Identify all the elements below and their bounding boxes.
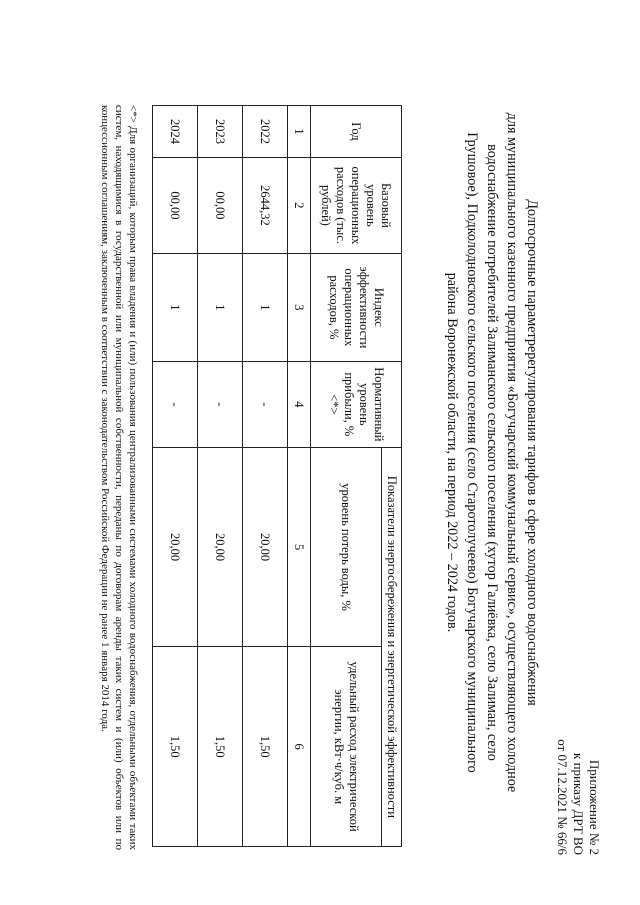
title-line: Долгосрочные параметререгулирования тарифов в сфере холодного водоснабжения <box>524 199 540 706</box>
cell-base-level: 2644,32 <box>243 157 288 253</box>
header-specific-consumption: удельный расход электрической энергии, кВт·ч/куб. м <box>311 647 382 847</box>
table-row <box>198 106 243 847</box>
cell-year: 2024 <box>153 106 198 158</box>
header-energy-group: Показатели энергосбережения и энергетической эффективности <box>382 447 402 846</box>
header-base-level: Базовый уровень операционных расходов (тыс. рублей) <box>311 157 402 253</box>
title-line: для муниципального казенного предприятия «Богучарский коммунальный сервис», осуществляющего холодное <box>504 112 520 793</box>
title-line: района Воронежской области, на период 2022 – 2024 годов. <box>444 272 460 633</box>
cell-water-loss: 20,00 <box>198 447 243 647</box>
header-water-loss: уровень потерь воды, % <box>311 447 382 647</box>
cell-specific-consumption: 1,50 <box>243 647 288 847</box>
cell-norm-profit: - <box>153 361 198 447</box>
cell-water-loss: 20,00 <box>153 447 198 647</box>
tariff-parameters-table <box>152 105 402 847</box>
cell-specific-consumption: 1,50 <box>153 647 198 847</box>
column-number: 3 <box>288 253 311 361</box>
column-number: 5 <box>288 447 311 647</box>
cell-water-loss: 20,00 <box>243 447 288 647</box>
cell-base-level: 00,00 <box>198 157 243 253</box>
appendix-number: Приложение № 2 <box>587 759 602 855</box>
header-efficiency-index: Индекс эффективности операционных расходов, % <box>311 253 402 361</box>
cell-specific-consumption: 1,50 <box>198 647 243 847</box>
header-year: Год <box>311 106 402 158</box>
appendix-order-date: от 07.12.2021 № 66/6 <box>555 739 570 855</box>
appendix-header <box>554 739 602 855</box>
cell-base-level: 00,00 <box>153 157 198 253</box>
column-number: 2 <box>288 157 311 253</box>
column-number: 1 <box>288 106 311 158</box>
title-line: водоснабжение потребителей Залиманского сельского поселения (хутор Галиёвка, село Залиман, село <box>484 144 500 761</box>
document-title <box>442 20 542 885</box>
column-number: 6 <box>288 647 311 847</box>
cell-year: 2023 <box>198 106 243 158</box>
column-number: 4 <box>288 361 311 447</box>
table-row <box>243 106 288 847</box>
column-number-row <box>288 106 311 847</box>
cell-efficiency-index: 1 <box>198 253 243 361</box>
table-row <box>153 106 198 847</box>
header-row <box>382 106 402 847</box>
footnote: <*> Для организаций, которым права владения и (или) пользования централизованными системами холодного водоснабжения, отдельными объектами таких систем, находящимися в государственной или муниципальной собственности, переданы по договорам аренды таких систем и (или) объектов или по концессионным соглашениям, заключенным в соответствии с законодательством Российской Федерации не ранее 1 января 2014 года. <box>99 105 139 850</box>
cell-efficiency-index: 1 <box>153 253 198 361</box>
title-line: Грушовое), Подколодновского сельского поселения (село Старотолучеево) Богучарского муниципального <box>464 132 480 773</box>
cell-norm-profit: - <box>198 361 243 447</box>
cell-year: 2022 <box>243 106 288 158</box>
cell-norm-profit: - <box>243 361 288 447</box>
appendix-order-ref: к приказу ДРТ ВО <box>571 753 586 855</box>
header-norm-profit: Нормативный уровень прибыли, % <*> <box>311 361 402 447</box>
cell-efficiency-index: 1 <box>243 253 288 361</box>
